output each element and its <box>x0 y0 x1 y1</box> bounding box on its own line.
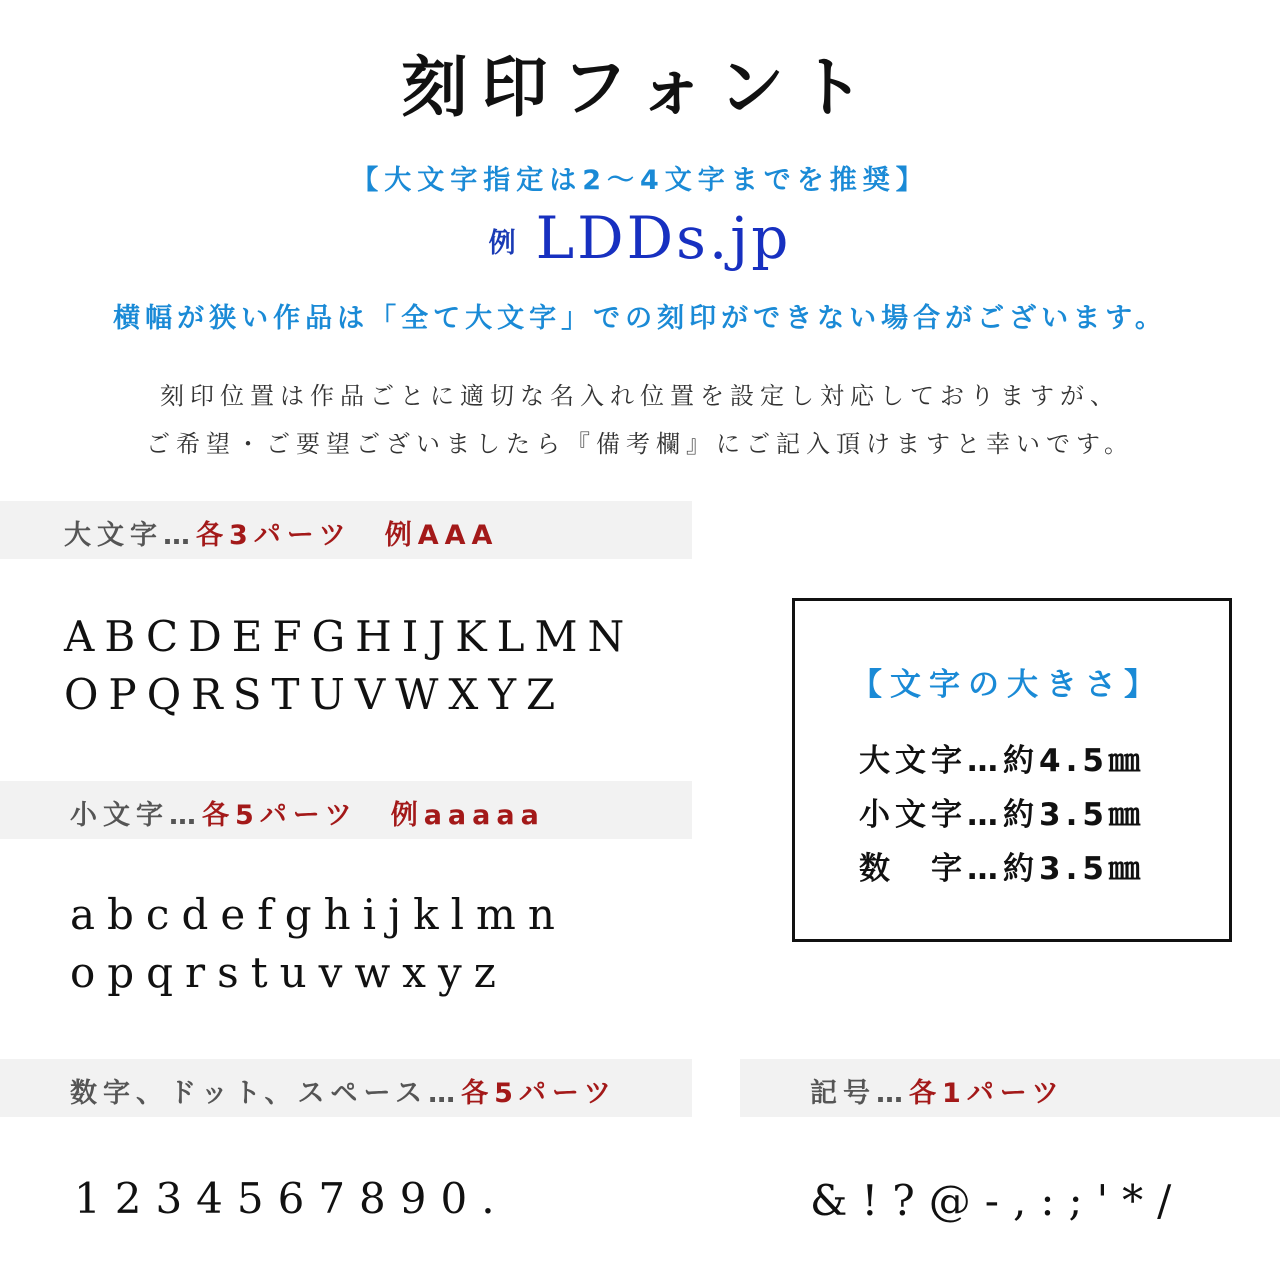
lowercase-header-bar <box>0 781 692 839</box>
uppercase-line-2: OPQRSTUVWXYZ <box>64 670 566 719</box>
symbols-label: 記号… <box>810 1078 909 1109</box>
size-row-lowercase: 小文字…約3.5㎜ <box>859 797 1145 833</box>
digits-glyphs: 1234567890. <box>74 1174 509 1223</box>
example-value: LDDs.jp <box>535 204 792 272</box>
recommendation-text: 【大文字指定は2～4文字までを推奨】 <box>351 165 929 196</box>
digits-header <box>70 1071 617 1110</box>
digits-parts: 各5パーツ <box>461 1078 617 1109</box>
digits-label: 数字、ドット、スペース… <box>70 1078 462 1109</box>
symbols-header <box>810 1071 1065 1110</box>
lowercase-line-2: opqrstuvwxyz <box>70 948 508 997</box>
size-row-digits: 数 字…約3.5㎜ <box>859 851 1145 887</box>
lowercase-line-1: abcdefghijklmn <box>70 890 567 939</box>
uppercase-line-1: ABCDEFGHIJKLMN <box>64 612 635 661</box>
lowercase-header <box>70 793 545 832</box>
uppercase-glyphs <box>64 608 634 724</box>
description-line-1: 刻印位置は作品ごとに適切な名入れ位置を設定し対応しておりますが、 <box>160 382 1120 410</box>
uppercase-header-bar <box>0 501 692 559</box>
uppercase-parts: 各3パーツ 例AAA <box>196 520 499 551</box>
lowercase-glyphs <box>70 886 567 1002</box>
width-notice: 横幅が狭い作品は「全て大文字」での刻印ができない場合がございます。 <box>113 303 1167 334</box>
uppercase-label: 大文字… <box>64 520 196 551</box>
symbols-parts: 各1パーツ <box>909 1078 1065 1109</box>
page-title: 刻印フォント <box>401 49 879 126</box>
digits-header-bar <box>0 1059 692 1117</box>
size-box-title: 【文字の大きさ】 <box>851 667 1163 703</box>
example-prefix: 例 <box>488 228 516 259</box>
lowercase-parts: 各5パーツ 例aaaaa <box>202 800 545 831</box>
symbols-header-bar <box>740 1059 1280 1117</box>
lowercase-label: 小文字… <box>70 800 202 831</box>
example-line <box>0 204 1280 272</box>
size-row-uppercase: 大文字…約4.5㎜ <box>859 743 1145 779</box>
character-size-box <box>792 598 1232 942</box>
description-line-2: ご希望・ご要望ございましたら『備考欄』にご記入頂けますと幸いです。 <box>145 430 1135 458</box>
symbols-glyphs: &!?@-,:;'*/ <box>810 1176 1186 1225</box>
uppercase-header <box>64 513 498 552</box>
